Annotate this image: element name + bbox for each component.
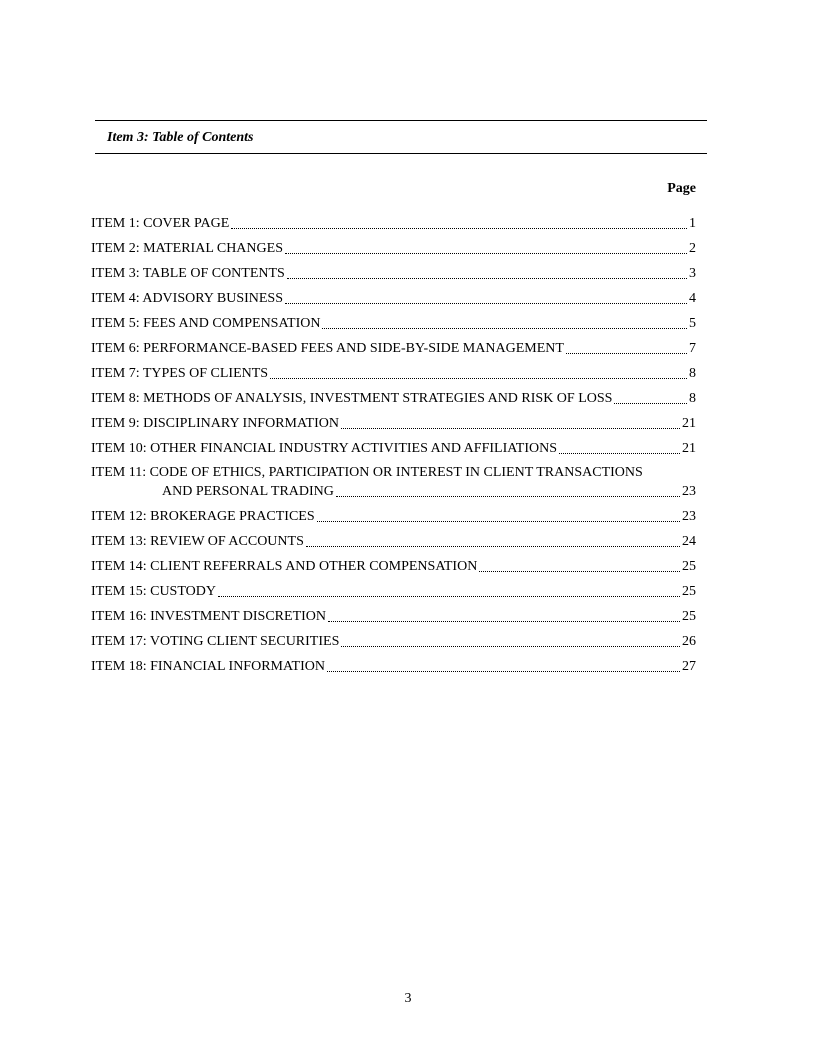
toc-entry-label: ITEM 11: CODE OF ETHICS, PARTICIPATION OR INTEREST IN CLIENT TRANSACTIONS [91,465,643,480]
toc-entry-page: 25 [682,559,696,574]
toc-entry-item-3[interactable] [91,265,696,290]
toc-entry-item-10[interactable] [91,440,696,465]
toc-entry-label-continued: AND PERSONAL TRADING [162,484,334,499]
toc-entry-label: ITEM 9: DISCIPLINARY INFORMATION [91,416,339,431]
dot-leader [322,315,687,329]
toc-entry-label: ITEM 6: PERFORMANCE-BASED FEES AND SIDE-BY-SIDE MANAGEMENT [91,341,564,356]
toc-entry-page: 7 [689,341,696,356]
toc-entry-label: ITEM 18: FINANCIAL INFORMATION [91,659,325,674]
dot-leader [341,415,680,429]
toc-entry-label: ITEM 3: TABLE OF CONTENTS [91,266,285,281]
dot-leader [341,633,680,647]
dot-leader [306,533,680,547]
toc-entry-item-15[interactable] [91,583,696,608]
toc-entry-item-2[interactable] [91,240,696,265]
toc-entry-label: ITEM 1: COVER PAGE [91,216,230,231]
toc-entry-item-14[interactable] [91,558,696,583]
toc-entry-label: ITEM 17: VOTING CLIENT SECURITIES [91,634,340,649]
dot-leader [614,390,687,404]
toc-entry-label: ITEM 13: REVIEW OF ACCOUNTS [91,534,304,549]
section-header-band [95,120,707,154]
dot-leader [327,658,680,672]
section-title: Item 3: Table of Contents [107,130,254,145]
toc-entry-page: 27 [682,659,696,674]
toc-entry-item-12[interactable] [91,508,696,533]
toc-entry-item-11[interactable] [91,465,696,508]
toc-entry-label: ITEM 10: OTHER FINANCIAL INDUSTRY ACTIVITIES AND AFFILIATIONS [91,441,558,456]
toc-entry-page: 25 [682,609,696,624]
toc-entry-label: ITEM 7: TYPES OF CLIENTS [91,366,269,381]
toc-entry-item-1[interactable] [91,215,696,240]
toc-entry-item-8[interactable] [91,390,696,415]
toc-entry-page: 24 [682,534,696,549]
table-of-contents [91,215,696,683]
toc-entry-item-9[interactable] [91,415,696,440]
dot-leader [336,483,680,497]
dot-leader [566,340,687,354]
dot-leader [285,240,687,254]
dot-leader [559,440,680,454]
toc-entry-label: ITEM 2: MATERIAL CHANGES [91,241,283,256]
toc-entry-item-16[interactable] [91,608,696,633]
dot-leader [328,608,680,622]
toc-entry-page: 21 [682,416,696,431]
toc-entry-page: 5 [689,316,696,331]
toc-entry-page: 21 [682,441,696,456]
toc-entry-item-6[interactable] [91,340,696,365]
toc-entry-page: 3 [689,266,696,281]
toc-entry-label: ITEM 8: METHODS OF ANALYSIS, INVESTMENT STRATEGIES AND RISK OF LOSS [91,391,613,406]
toc-entry-item-13[interactable] [91,533,696,558]
dot-leader [285,290,687,304]
toc-entry-label: ITEM 16: INVESTMENT DISCRETION [91,609,327,624]
dot-leader [479,558,680,572]
dot-leader [231,215,687,229]
toc-entry-item-5[interactable] [91,315,696,340]
dot-leader [317,508,680,522]
toc-entry-page: 2 [689,241,696,256]
toc-entry-label: ITEM 15: CUSTODY [91,584,216,599]
toc-entry-label: ITEM 12: BROKERAGE PRACTICES [91,509,315,524]
toc-entry-item-17[interactable] [91,633,696,658]
toc-entry-page: 8 [689,391,696,406]
toc-entry-item-4[interactable] [91,290,696,315]
dot-leader [270,365,687,379]
toc-entry-page: 25 [682,584,696,599]
toc-entry-label: ITEM 4: ADVISORY BUSINESS [91,291,284,306]
page-number: 3 [404,991,412,1006]
toc-entry-page: 26 [682,634,696,649]
toc-entry-page: 4 [689,291,696,306]
toc-entry-page: 23 [682,509,696,524]
page-column-label: Page [667,181,696,196]
toc-entry-page: 1 [689,216,696,231]
dot-leader [218,583,680,597]
toc-entry-item-18[interactable] [91,658,696,683]
toc-entry-page: 8 [689,366,696,381]
toc-entry-page: 23 [682,484,696,499]
toc-entry-label: ITEM 14: CLIENT REFERRALS AND OTHER COMPENSATION [91,559,478,574]
dot-leader [287,265,687,279]
toc-entry-item-7[interactable] [91,365,696,390]
toc-entry-label: ITEM 5: FEES AND COMPENSATION [91,316,321,331]
